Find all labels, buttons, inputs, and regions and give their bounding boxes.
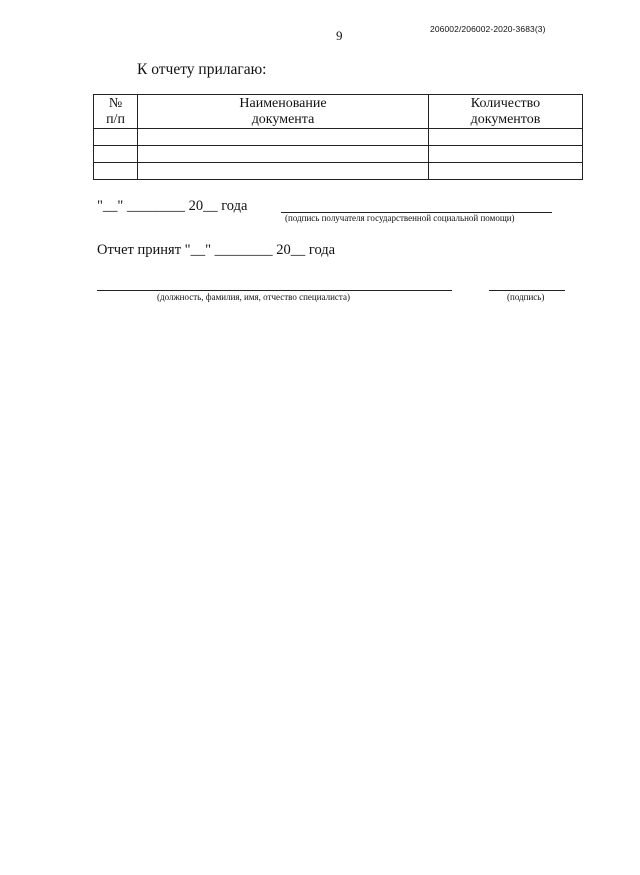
- attachments-heading: К отчету прилагаю:: [137, 61, 267, 78]
- page-number: 9: [336, 28, 343, 43]
- table-row: [94, 129, 583, 146]
- specialist-signature-caption: (подпись): [507, 292, 545, 302]
- table-cell: [94, 129, 138, 146]
- table-row: [94, 146, 583, 163]
- table-cell: [94, 163, 138, 180]
- column-header-number: № п/п: [94, 95, 138, 129]
- table-cell: [429, 163, 583, 180]
- document-code: 206002/206002-2020-3683(3): [430, 24, 546, 34]
- specialist-position-line: [97, 290, 452, 291]
- recipient-date-line: "__" ________ 20__ года: [97, 198, 248, 214]
- specialist-position-caption: (должность, фамилия, имя, отчество специалиста): [157, 292, 350, 302]
- specialist-signature-line: [489, 290, 565, 291]
- table-header-row: [94, 95, 583, 129]
- table-cell: [138, 163, 429, 180]
- table-cell: [138, 129, 429, 146]
- table-cell: [138, 146, 429, 163]
- table-row: [94, 163, 583, 180]
- table-cell: [429, 129, 583, 146]
- attachments-table: [93, 94, 583, 180]
- column-header-document-count: Количество документов: [429, 95, 583, 129]
- report-accepted-line: Отчет принят "__" ________ 20__ года: [97, 242, 336, 258]
- table-cell: [429, 146, 583, 163]
- table-cell: [94, 146, 138, 163]
- recipient-signature-caption: (подпись получателя государственной социальной помощи): [285, 213, 515, 223]
- column-header-document-name: Наименование документа: [138, 95, 429, 129]
